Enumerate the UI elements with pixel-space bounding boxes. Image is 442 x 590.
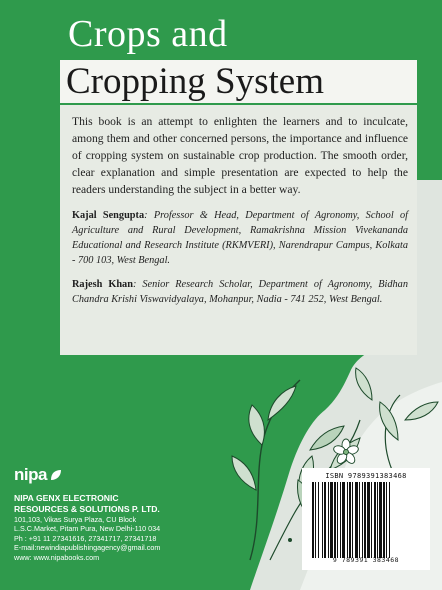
book-title-line-1: Crops and <box>68 13 228 55</box>
publisher-website: www: www.nipabooks.com <box>14 552 100 562</box>
isbn-barcode <box>302 468 430 570</box>
barcode-bar <box>322 482 323 558</box>
book-title-line-2: Cropping System <box>66 61 324 102</box>
logo-text: nipa <box>14 465 47 484</box>
description-text-area <box>72 113 408 316</box>
publisher-name-line-1: NIPA GENX ELECTRONIC <box>14 493 119 503</box>
barcode-bar <box>377 482 378 558</box>
barcode-bar <box>328 482 329 558</box>
author-bio <box>72 208 408 268</box>
barcode-bar <box>342 482 345 558</box>
barcode-bar <box>347 482 348 558</box>
barcode-bar <box>334 482 336 558</box>
barcode-bar <box>386 482 387 558</box>
isbn-top-text: ISBN 9789391383468 <box>325 472 407 480</box>
barcode-bar <box>349 482 351 558</box>
barcode-bar <box>364 482 366 558</box>
barcode-bar <box>340 482 341 558</box>
publisher-name-line-2: RESOURCES & SOLUTIONS P. LTD. <box>14 504 160 514</box>
barcode-bar <box>330 482 333 558</box>
barcode-bar <box>389 482 390 558</box>
leaf-icon <box>49 468 63 482</box>
barcode-bar <box>315 482 316 558</box>
barcode-bar <box>359 482 360 558</box>
publisher-email: E-mail:newindiapublishingagency@gmail.com <box>14 543 161 553</box>
book-blurb: This book is an attempt to enlighten the learners and to inculcate, among them and other concerned persons, the importance and influence of cropping system on sustainable crop production. The smooth order, clear explanation and simple presentation are expected to help the readers understanding the subject in a better way. <box>72 115 408 196</box>
barcode-bar <box>355 482 358 558</box>
author-name: Kajal Sengupta <box>72 210 145 221</box>
barcode-bar <box>352 482 353 558</box>
nipa-logo-icon <box>14 464 254 486</box>
publisher-address-line: 101,103, Vikas Surya Plaza, CU Block <box>14 515 137 524</box>
author-description: : Professor & Head, Department of Agronomy, School of Agriculture and Rural Development, Ramakrishna Mission Vivekananda Educational and Research Institute (RKMVERI), Narendrapur Campus, Kolkata - 700 103, West Bengal. <box>72 210 408 266</box>
isbn-bottom-text: 9 789391 383468 <box>332 556 400 564</box>
barcode-bars-icon <box>312 482 420 558</box>
barcode-bar <box>371 482 372 558</box>
author-bio <box>72 277 408 307</box>
barcode-bar <box>367 482 370 558</box>
barcode-bar <box>318 482 319 558</box>
publisher-block <box>14 464 254 562</box>
publisher-address-line: L.S.C.Market, Pitam Pura, New Delhi-110 034 <box>14 524 161 534</box>
barcode-bar <box>324 482 326 558</box>
barcode-bar <box>383 482 385 558</box>
publisher-phone: Ph : +91 11 27341616, 27341717, 27341718 <box>14 533 157 543</box>
barcode-bar <box>362 482 363 558</box>
barcode-bar <box>337 482 338 558</box>
author-description: : Senior Research Scholar, Department of Agronomy, Bidhan Chandra Krishi Viswavidyalaya, Mohanpur, Nadia - 741 252, West Bengal. <box>72 279 408 305</box>
barcode-bar <box>379 482 382 558</box>
barcode-bar <box>374 482 376 558</box>
author-name: Rajesh Khan <box>72 279 133 290</box>
barcode-bar <box>312 482 314 558</box>
